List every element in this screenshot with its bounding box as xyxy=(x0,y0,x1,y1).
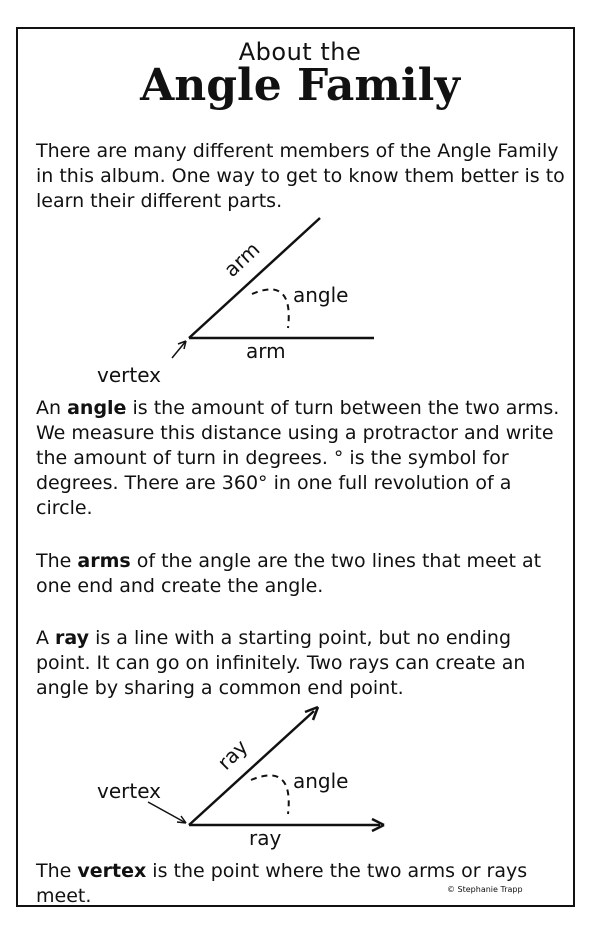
arms-paragraph: The arms of the angle are the two lines that meet at one end and create the angle. xyxy=(36,550,542,597)
vertex-label: vertex xyxy=(97,363,161,387)
ray-paragraph: A ray is a line with a starting point, but no ending point. It can go on infinitely. Two rays can create an angle by sharing a common end point. xyxy=(36,627,526,699)
arms-term: arms xyxy=(77,550,131,572)
ray-diagram xyxy=(0,700,600,858)
lower-ray-label: ray xyxy=(249,826,282,850)
angle-arc xyxy=(252,289,289,328)
angle-label: angle xyxy=(293,283,349,307)
lower-arm-label: arm xyxy=(246,339,286,363)
intro-paragraph: There are many different members of the Angle Family in this album. One way to get to know them better is to learn their different parts. xyxy=(36,140,565,212)
angle-label: angle xyxy=(293,769,349,793)
angle-term: angle xyxy=(67,397,127,419)
copyright-credit: © Stephanie Trapp xyxy=(447,885,523,894)
vertex-pointer-arrow xyxy=(148,802,186,823)
subtitle: About the xyxy=(238,38,362,66)
vertex-label: vertex xyxy=(97,779,161,803)
vertex-paragraph: The vertex is the point where the two arms or rays meet. xyxy=(36,860,528,907)
page-title: Angle Family xyxy=(140,60,460,111)
angle-diagram xyxy=(0,210,600,390)
ray-term: ray xyxy=(55,627,90,649)
vertex-term: vertex xyxy=(77,860,147,882)
upper-ray-line xyxy=(189,711,314,825)
upper-ray-label: ray xyxy=(212,734,253,775)
upper-arm-label: arm xyxy=(219,237,265,282)
angle-arc xyxy=(251,775,289,814)
upper-arm-line xyxy=(189,218,320,338)
angle-paragraph: An angle is the amount of turn between the two arms. We measure this distance using a protractor and write the amount of turn in degrees. ° is the symbol for degrees. There are 360° in one full revolution of a circle. xyxy=(36,397,560,519)
